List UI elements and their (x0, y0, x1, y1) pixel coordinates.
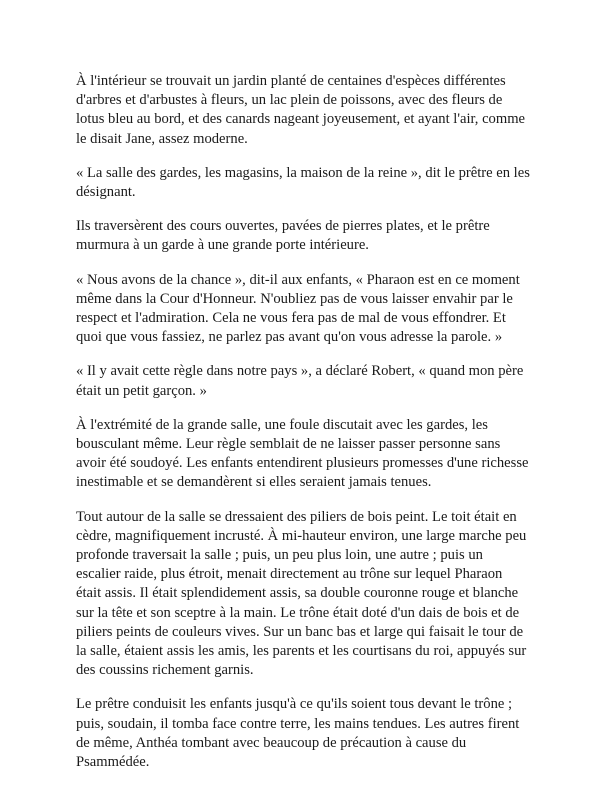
paragraph: À l'extrémité de la grande salle, une foule discutait avec les gardes, les bousculant même. Leur règle semblait de ne laisser passer personne sans avoir été soudoyé. Les enfants entendirent plusieurs promesses d'une richesse inestimable et se demandèrent si elles seraient jamais tenues. (76, 416, 529, 491)
paragraph: Ils traversèrent des cours ouvertes, pavées de pierres plates, et le prêtre murmura à un garde à une grande porte intérieure. (76, 218, 490, 254)
paragraph: « Nous avons de la chance », dit-il aux enfants, « Pharaon est en ce moment même dans la Cour d'Honneur. N'oubliez pas de vous laisser envahir par le respect et l'admiration. Cela ne vous fera pas de mal de vous effondrer. Et quoi que vous fassiez, ne parlez pas avant qu'on vous adresse la parole. » (76, 271, 520, 346)
paragraph: Tout autour de la salle se dressaient des piliers de bois peint. Le toit était en cèdre, magnifiquement incrusté. À mi-hauteur environ, une large marche peu profonde traversait la salle ; puis, un peu plus loin, une autre ; puis un escalier raide, plus étroit, menait directement au trône sur lequel Pharaon était assis. Il était splendidement assis, sa double couronne rouge et blanche sur la tête et son sceptre à la main. Le trône était doté d'un dais de bois et de piliers peints de couleurs vives. Sur un banc bas et large qui faisait le tour de la salle, étaient assis les amis, les parents et les courtisans du roi, appuyés sur des coussins richement garnis. (76, 508, 527, 679)
document-page (76, 72, 530, 787)
paragraph: À l'intérieur se trouvait un jardin planté de centaines d'espèces différentes d'arbres et d'arbustes à fleurs, un lac plein de poissons, avec des fleurs de lotus bleu au bord, et des canards nageant joyeusement, et ayant l'air, comme le disait Jane, assez moderne. (76, 73, 526, 147)
paragraph: Le prêtre conduisit les enfants jusqu'à ce qu'ils soient tous devant le trône ; puis, soudain, il tomba face contre terre, les mains tendues. Les autres firent de même, Anthéa tombant avec beaucoup de précaution à cause du Psammédée. (76, 696, 520, 771)
paragraph: « Il y avait cette règle dans notre pays », a déclaré Robert, « quand mon père était un petit garçon. » (76, 363, 524, 399)
paragraph: « La salle des gardes, les magasins, la maison de la reine », dit le prêtre en les désignant. (76, 164, 530, 201)
